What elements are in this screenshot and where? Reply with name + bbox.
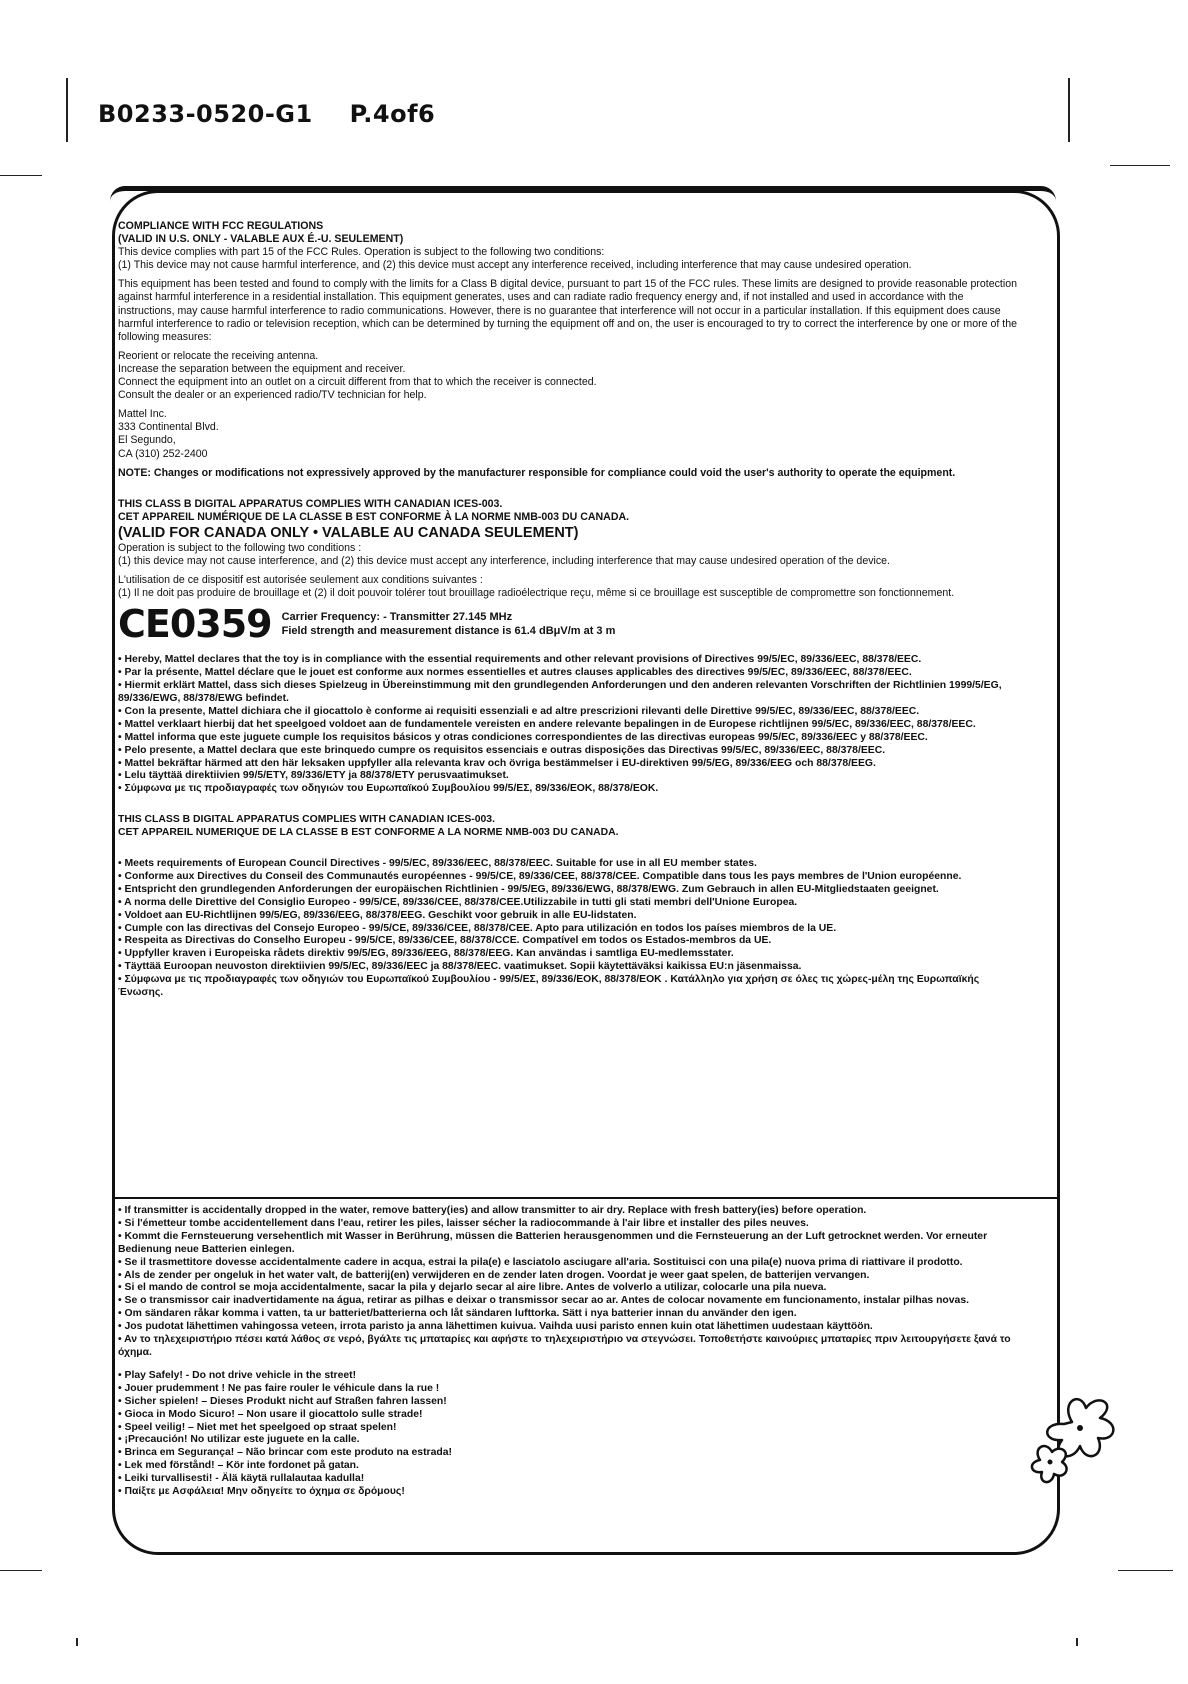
play-safe-list	[118, 1370, 1018, 1499]
list-item: • Speel veilig! – Niet met het speelgoed op straat spelen!	[118, 1421, 397, 1433]
crop-mark-right-h	[1110, 165, 1170, 166]
list-item: • Voldoet aan EU-Richtlijnen 99/5/EG, 89/336/EEG, 88/378/EEG. Geschikt voor gebruik in alle EU-lidstaten.	[118, 909, 637, 921]
document-header	[98, 100, 435, 128]
list-item: • Par la présente, Mattel déclare que le jouet est conforme aux normes essentielles et autres clauses applicables des directives 99/5/EC, 89/336/EEC, 88/378/EEC.	[118, 667, 912, 679]
fcc-intro: This device complies with part 15 of the FCC Rules. Operation is subject to the following two conditions:	[118, 246, 605, 259]
list-item: • If transmitter is accidentally dropped in the water, remove battery(ies) and allow transmitter to air dry. Replace with fresh battery(ies) before operation.	[118, 1205, 867, 1216]
list-item: • Si l'émetteur tombe accidentellement dans l'eau, retirer les piles, laisser sécher la radiocommande à l'air libre et installer des piles neuves.	[118, 1217, 809, 1229]
list-item: • Play Safely! - Do not drive vehicle in the street!	[118, 1369, 357, 1381]
fcc-measure: Reorient or relocate the receiving antenna.	[118, 349, 319, 362]
list-item: • Hereby, Mattel declares that the toy is in compliance with the essential requirements and other relevant provisions of Directives 99/5/EC, 89/336/EEC, 88/378/EEC.	[118, 654, 922, 666]
list-item: • Gioca in Modo Sicuro! – Non usare il giocattolo sulle strade!	[118, 1408, 423, 1420]
list-item: • Uppfyller kraven i Europeiska rådets direktiv 99/5/EG, 89/336/EEG, 88/378/EEG. Kan användas i samtliga EU-medlemsstater.	[118, 948, 734, 960]
list-item: • Meets requirements of European Council Directives - 99/5/EC, 89/336/EEC, 88/378/EEC. Suitable for use in all EU member states.	[118, 858, 757, 870]
ce-mark: CE0359	[118, 602, 272, 647]
list-item: • Entspricht den grundlegenden Anforderungen der europäischen Richtlinien - 99/5/EG, 89/336/EWG, 88/378/EWG. Zum Gebrauch in allen EU-Mitgliedstaaten geeignet.	[118, 883, 939, 895]
carrier-frequency: Carrier Frequency: - Transmitter 27.145 MHz	[281, 611, 513, 624]
crop-tick-right	[1076, 1638, 1078, 1646]
list-item: • Σύμφωνα με τις προδιαγραφές των οδηγιών του Ευρωπαϊκού Συμβουλίου 99/5/ΕΣ, 89/336/ΕΟΚ, 88/378/ΕΟΚ.	[118, 783, 659, 795]
canada-2	[118, 814, 1018, 840]
warnings-section	[118, 1205, 1018, 1499]
canada-en-intro: Operation is subject to the following two conditions :	[118, 541, 362, 554]
list-item: • Jos pudotat lähettimen vahingossa veteen, irrota paristo ja anna lähettimen kuivua. Vaihda uusi paristo ennen kuin otat lähettimen uudestaan käyttöön.	[118, 1321, 873, 1333]
list-item: • Mattel informa que este juguete cumple los requisitos básicos y otras condiciones correspondientes de las directivas europeas 99/5/EC, 89/336/EEC y 88/378/EEC.	[118, 731, 928, 743]
page-number: P.4of6	[349, 100, 436, 128]
canada-line-1: THIS CLASS B DIGITAL APPARATUS COMPLIES WITH CANADIAN ICES-003.	[118, 497, 503, 510]
eu-requirements-list	[118, 858, 1018, 1000]
list-item: • Lek med förstånd! – Kör inte fordonet på gatan.	[118, 1460, 359, 1472]
list-item: • Hiermit erklärt Mattel, dass sich dieses Spielzeug in Übereinstimmung mit den grundlegenden Anforderungen und den anderen relevanten Vorschriften der Richtlinien 1999/5/EG, 89/336/EWG, 88/378/EWG befindet.	[118, 680, 1002, 704]
list-item: • Conforme aux Directives du Conseil des Communautés européennes - 99/5/CE, 89/336/CEE, 88/378/CEE. Compatible dans tous les pays membres de l'Union européenne.	[118, 870, 962, 882]
canada-fr-intro: L'utilisation de ce dispositif est autorisée seulement aux conditions suivantes :	[118, 574, 483, 587]
list-item: • Σύμφωνα με τις προδιαγραφές των οδηγιών του Ευρωπαϊκού Συμβουλίου - 99/5/ΕΣ, 89/336/ΕΟΚ, 88/378/ΕΟΚ . Κατάλληλο για χρήση σε όλες τις χώρες-μέλη της Ευρωπαϊκής Ένωσης.	[118, 974, 980, 999]
crop-mark-left-h	[0, 175, 42, 176]
list-item: • Παίξτε με Ασφάλεια! Μην οδηγείτε το όχημα σε δρόμους!	[118, 1486, 405, 1498]
crop-mark-right-bottom	[1118, 1570, 1173, 1571]
crop-mark-left-top	[66, 78, 68, 142]
water-warnings-list	[118, 1205, 1018, 1360]
fcc-measure: Consult the dealer or an experienced radio/TV technician for help.	[118, 389, 427, 402]
list-item: • Mattel verklaart hierbij dat het speelgoed voldoet aan de fundamentele vereisten en andere relevante bepalingen in de Europese richtlijnen 99/5/EC, 89/336/EEC, 88/378/EEC.	[118, 718, 976, 730]
section-divider	[112, 1197, 1060, 1199]
address-line: 333 Continental Blvd.	[118, 421, 219, 434]
address-line: Mattel Inc.	[118, 408, 167, 421]
fcc-measure: Increase the separation between the equipment and receiver.	[118, 362, 406, 375]
fcc-paragraph: This equipment has been tested and found to comply with the limits for a Class B digital device, pursuant to part 15 of the FCC rules. These limits are designed to provide reasonable protection against harmful interference in a residential installation. This equipment generates, uses and can radiate radio frequency energy and, if not installed and used in accordance with the instructions, may cause harmful interference to radio communications. However, there is no guarantee that interference will not occur in a particular installation. If this equipment does cause harmful interference to radio or television reception, which can be determined by turning the equipment off and on, the user is encouraged to try to correct the interference by one or more of the following measures:	[118, 278, 1018, 343]
list-item: • Brinca em Segurança! – Não brincar com este produto na estrada!	[118, 1447, 452, 1459]
list-item: • Leiki turvallisesti! - Älä käytä rullalautaa kadulla!	[118, 1473, 365, 1485]
fcc-subtitle: (VALID IN U.S. ONLY - VALABLE AUX É.-U. SEULEMENT)	[118, 233, 404, 246]
list-item: • Con la presente, Mattel dichiara che il giocattolo è conforme ai requisiti essenziali e ad altre prescrizioni rilevanti delle Direttive 99/5/EC, 89/336/EEC, 88/378/EEC.	[118, 705, 920, 717]
canada2-line-2: CET APPAREIL NUMERIQUE DE LA CLASSE B EST CONFORME A LA NORME NMB-003 DU CANADA.	[118, 827, 619, 839]
field-strength: Field strength and measurement distance is 61.4 dBμV/m at 3 m	[281, 625, 616, 638]
fcc-conditions: (1) This device may not cause harmful interference, and (2) this device must accept any interference received, including interference that may cause undesired operation.	[118, 259, 912, 272]
list-item: • Si el mando de control se moja accidentalmente, sacar la pila y dejarlo secar al aire libre. Antes de volverlo a utilizar, colocarle una pila nueva.	[118, 1282, 827, 1294]
crop-tick-left	[76, 1638, 78, 1646]
crop-mark-right-top	[1068, 78, 1070, 142]
list-item: • A norma delle Direttive del Consiglio Europeo - 99/5/CE, 89/336/CEE, 88/378/CEE.Utilizzabile in tutti gli stati membri dell'Unione Europea.	[118, 896, 798, 908]
list-item: • Se il trasmettitore dovesse accidentalmente cadere in acqua, estrai la pila(e) e lasciatolo asciugare all'aria. Sostituisci con una pila(e) nuova prima di riattivare il prodotto.	[118, 1256, 963, 1268]
list-item: • Αν το τηλεχειριστήριο πέσει κατά λάθος σε νερό, βγάλτε τις μπαταρίες και αφήστε το τηλεχειριστήριο να στεγνώσει. Τοποθετήστε καινούριες μπαταρίες πριν λειτουργήσετε ξανά το όχημα.	[118, 1334, 1011, 1358]
declarations-list	[118, 654, 1018, 796]
canada2-line-1: THIS CLASS B DIGITAL APPARATUS COMPLIES WITH CANADIAN ICES-003.	[118, 814, 495, 826]
list-item: • Als de zender per ongeluk in het water valt, de batterij(en) verwijderen en de zender laten drogen. Voordat je weer gaat spelen, de batterijen vervangen.	[118, 1269, 870, 1281]
list-item: • Lelu täyttää direktiivien 99/5/ETY, 89/336/ETY ja 88/378/ETY perusvaatimukset.	[118, 770, 509, 782]
list-item: • Pelo presente, a Mattel declara que este brinquedo cumpre os requisitos essenciais e outras disposições das Directivas 99/5/EC, 89/336/EEC, 88/378/EEC.	[118, 744, 886, 756]
note-label: NOTE:	[118, 466, 151, 479]
list-item: • Cumple con las directivas del Consejo Europeo - 99/5/CE, 89/336/CEE, 88/378/CEE. Apto para utilización en todos los países miembros de la UE.	[118, 922, 837, 934]
list-item: • Täyttää Euroopan neuvoston direktiivien 99/5/EC, 89/336/EEC ja 88/378/EEC. vaatimukset. Sopii käytettäväksi kaikissa EU:n jäsenmaissa.	[118, 961, 802, 973]
list-item: • Respeita as Directivas do Conselho Europeu - 99/5/CE, 89/336/CEE, 88/378/CCE. Compatível em todos os Estados-membros da UE.	[118, 935, 772, 947]
fcc-note	[118, 467, 1018, 480]
crop-mark-left-bottom	[0, 1570, 42, 1571]
list-item: • Kommt die Fernsteuerung versehentlich mit Wasser in Berührung, müssen die Batterien herausgenommen und die Fernsteuerung an der Luft getrocknet werden. Vor erneuter Bedienung neue Batterien einlegen.	[118, 1230, 988, 1255]
canada-en-conditions: (1) this device may not cause interference, and (2) this device must accept any interference, including interference that may cause undesired operation of the device.	[118, 554, 890, 567]
ce-info	[282, 610, 616, 638]
list-item: • Se o transmissor cair inadvertidamente na água, retirar as pilhas e deixar o transmissor secar ao ar. Antes de colocar novamente em funcionamento, instalar pilhas novas.	[118, 1295, 969, 1307]
note-text: Changes or modifications not expressively approved by the manufacturer responsible for compliance could void the user's authority to operate the equipment.	[153, 466, 956, 479]
fcc-title: COMPLIANCE WITH FCC REGULATIONS	[118, 220, 324, 232]
ce-block	[118, 602, 1018, 647]
list-item: • Om sändaren råkar komma i vatten, ta ur batteriet/batterierna och låt sändaren lufttorka. Sätt i nya batterier innan du använder den igen.	[118, 1308, 797, 1320]
canada-fr-conditions: (1) Il ne doit pas produire de brouillage et (2) il doit pouvoir tolérer tout brouillage radioélectrique reçu, même si ce brouillage est susceptible de compromettre son fonctionnement.	[118, 587, 955, 600]
flower-doodle-icon	[1020, 1382, 1130, 1492]
canada-line-2: CET APPAREIL NUMÉRIQUE DE LA CLASSE B EST CONFORME À LA NORME NMB-003 DU CANADA.	[118, 510, 630, 523]
list-item: • ¡Precaución! No utilizar este juguete en la calle.	[118, 1434, 360, 1446]
document-code: B0233-0520-G1	[98, 100, 313, 128]
list-item: • Mattel bekräftar härmed att den här leksaken uppfyller alla relevanta krav och övriga bestämmelser i EU-direktiven 99/5/EG, 89/336/EEG och 88/378/EEG.	[118, 757, 876, 769]
compliance-content	[118, 220, 1018, 1000]
fcc-measure: Connect the equipment into an outlet on a circuit different from that to which the receiver is connected.	[118, 376, 597, 389]
list-item: • Jouer prudemment ! Ne pas faire rouler le véhicule dans la rue !	[118, 1382, 440, 1394]
address-line: CA (310) 252-2400	[118, 447, 208, 460]
canada-valid: (VALID FOR CANADA ONLY • VALABLE AU CANADA SEULEMENT)	[118, 524, 579, 541]
address-line: El Segundo,	[118, 434, 176, 447]
list-item: • Sicher spielen! – Dieses Produkt nicht auf Straßen fahren lassen!	[118, 1395, 447, 1407]
